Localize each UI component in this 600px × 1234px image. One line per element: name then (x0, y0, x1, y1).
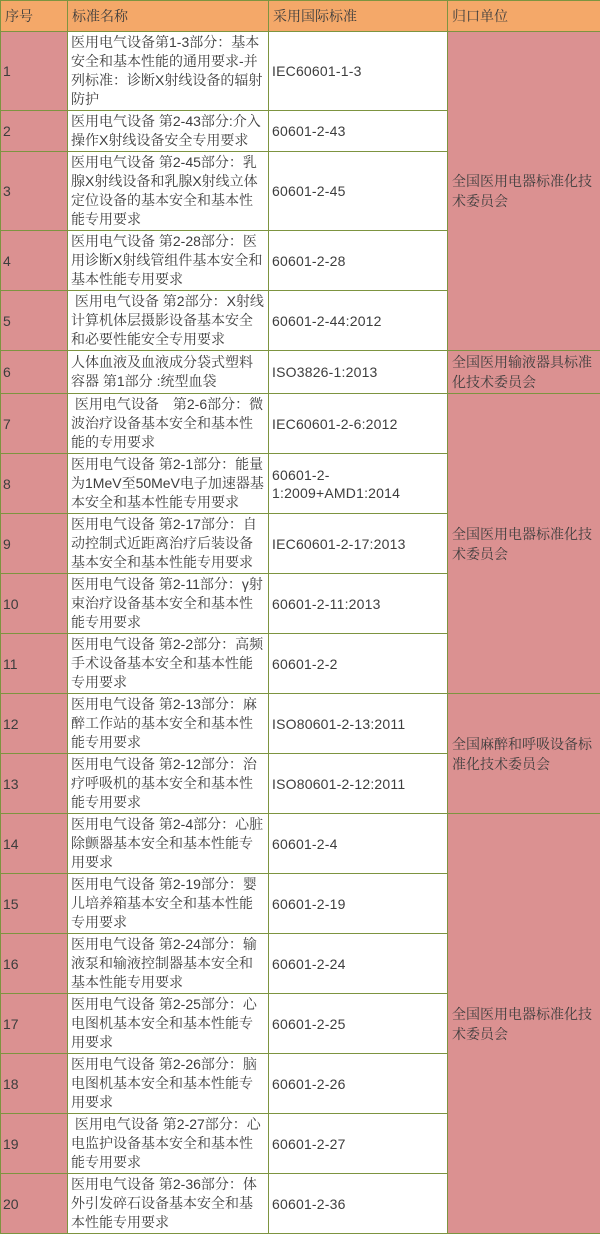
row-number-cell: 15 (1, 874, 68, 934)
unit-cell: 全国医用输液器具标准化技术委员会 (448, 351, 600, 394)
row-number-cell: 13 (1, 754, 68, 814)
standard-name-cell: 医用电气设备 第2-36部分：体外引发碎石设备基本安全和基本性能专用要求 (68, 1174, 269, 1234)
row-number-cell: 4 (1, 231, 68, 291)
standard-name-cell: 医用电气设备 第2-1部分：能量为1MeV至50MeV电子加速器基本安全和基本性能专用要求 (68, 454, 269, 514)
standard-name-cell: 医用电气设备 第2-24部分：输液泵和输液控制器基本安全和基本性能专用要求 (68, 934, 269, 994)
row-number-cell: 17 (1, 994, 68, 1054)
intl-standard-cell: 60601-2-1:2009+AMD1:2014 (269, 454, 448, 514)
row-number-cell: 10 (1, 574, 68, 634)
intl-standard-cell: ISO80601-2-12:2011 (269, 754, 448, 814)
standard-name-cell: 医用电气设备 第2-19部分：婴儿培养箱基本安全和基本性能专用要求 (68, 874, 269, 934)
intl-standard-cell: 60601-2-19 (269, 874, 448, 934)
intl-standard-cell: 60601-2-4 (269, 814, 448, 874)
unit-cell: 全国麻醉和呼吸设备标准化技术委员会 (448, 694, 600, 814)
row-number-cell: 18 (1, 1054, 68, 1114)
standard-name-cell: 医用电气设备 第2-28部分：医用诊断X射线管组件基本安全和基本性能专用要求 (68, 231, 269, 291)
intl-standard-cell: 60601-2-25 (269, 994, 448, 1054)
row-number-cell: 14 (1, 814, 68, 874)
row-number-cell: 11 (1, 634, 68, 694)
row-number-cell: 9 (1, 514, 68, 574)
intl-standard-cell: 60601-2-45 (269, 152, 448, 231)
row-number-cell: 12 (1, 694, 68, 754)
row-number-cell: 6 (1, 351, 68, 394)
unit-cell: 全国医用电器标准化技术委员会 (448, 394, 600, 694)
row-number-cell: 8 (1, 454, 68, 514)
column-header-std: 采用国际标准 (269, 1, 448, 32)
intl-standard-cell: ISO80601-2-13:2011 (269, 694, 448, 754)
standard-name-cell: 医用电气设备 第2-25部分：心电图机基本安全和基本性能专用要求 (68, 994, 269, 1054)
intl-standard-cell: IEC60601-1-3 (269, 32, 448, 111)
column-header-unit: 归口单位 (448, 1, 600, 32)
row-number-cell: 16 (1, 934, 68, 994)
table-row (1, 394, 600, 454)
standard-name-cell: 医用电气设备 第2-12部分：治疗呼吸机的基本安全和基本性能专用要求 (68, 754, 269, 814)
table-row (1, 694, 600, 754)
standard-name-cell: 医用电气设备第1-3部分：基本安全和基本性能的通用要求-并列标准：诊断X射线设备的辐射防护 (68, 32, 269, 111)
intl-standard-cell: 60601-2-36 (269, 1174, 448, 1234)
intl-standard-cell: 60601-2-24 (269, 934, 448, 994)
column-header-name: 标准名称 (68, 1, 269, 32)
table-row (1, 351, 600, 394)
row-number-cell: 20 (1, 1174, 68, 1234)
intl-standard-cell: ISO3826-1:2013 (269, 351, 448, 394)
row-number-cell: 3 (1, 152, 68, 231)
row-number-cell: 1 (1, 32, 68, 111)
standard-name-cell: 医用电气设备 第2-6部分：微波治疗设备基本安全和基本性能的专用要求 (68, 394, 269, 454)
standard-name-cell: 医用电气设备 第2部分：X射线计算机体层摄影设备基本安全和必要性能安全专用要求 (68, 291, 269, 351)
row-number-cell: 7 (1, 394, 68, 454)
intl-standard-cell: 60601-2-26 (269, 1054, 448, 1114)
intl-standard-cell: 60601-2-44:2012 (269, 291, 448, 351)
standard-name-cell: 医用电气设备 第2-45部分：乳腺X射线设备和乳腺X射线立体定位设备的基本安全和基本性能专用要求 (68, 152, 269, 231)
table-row (1, 32, 600, 111)
intl-standard-cell: IEC60601-2-6:2012 (269, 394, 448, 454)
intl-standard-cell: IEC60601-2-17:2013 (269, 514, 448, 574)
intl-standard-cell: 60601-2-2 (269, 634, 448, 694)
intl-standard-cell: 60601-2-27 (269, 1114, 448, 1174)
intl-standard-cell: 60601-2-28 (269, 231, 448, 291)
row-number-cell: 5 (1, 291, 68, 351)
table-row (1, 814, 600, 874)
unit-cell: 全国医用电器标准化技术委员会 (448, 814, 600, 1234)
column-header-no: 序号 (1, 1, 68, 32)
row-number-cell: 2 (1, 111, 68, 152)
standard-name-cell: 医用电气设备 第2-43部分:介入操作X射线设备安全专用要求 (68, 111, 269, 152)
standard-name-cell: 人体血液及血液成分袋式塑料容器 第1部分 :统型血袋 (68, 351, 269, 394)
header-row (1, 1, 600, 32)
standard-name-cell: 医用电气设备 第2-4部分：心脏除颤器基本安全和基本性能专用要求 (68, 814, 269, 874)
standard-name-cell: 医用电气设备 第2-27部分：心电监护设备基本安全和基本性能专用要求 (68, 1114, 269, 1174)
standard-name-cell: 医用电气设备 第2-11部分：γ射束治疗设备基本安全和基本性能专用要求 (68, 574, 269, 634)
unit-cell: 全国医用电器标准化技术委员会 (448, 32, 600, 351)
standard-name-cell: 医用电气设备 第2-2部分：高频手术设备基本安全和基本性能专用要求 (68, 634, 269, 694)
intl-standard-cell: 60601-2-11:2013 (269, 574, 448, 634)
standard-name-cell: 医用电气设备 第2-26部分：脑电图机基本安全和基本性能专用要求 (68, 1054, 269, 1114)
standard-name-cell: 医用电气设备 第2-13部分：麻醉工作站的基本安全和基本性能专用要求 (68, 694, 269, 754)
standard-name-cell: 医用电气设备 第2-17部分：自动控制式近距离治疗后装设备基本安全和基本性能专用要求 (68, 514, 269, 574)
intl-standard-cell: 60601-2-43 (269, 111, 448, 152)
row-number-cell: 19 (1, 1114, 68, 1174)
